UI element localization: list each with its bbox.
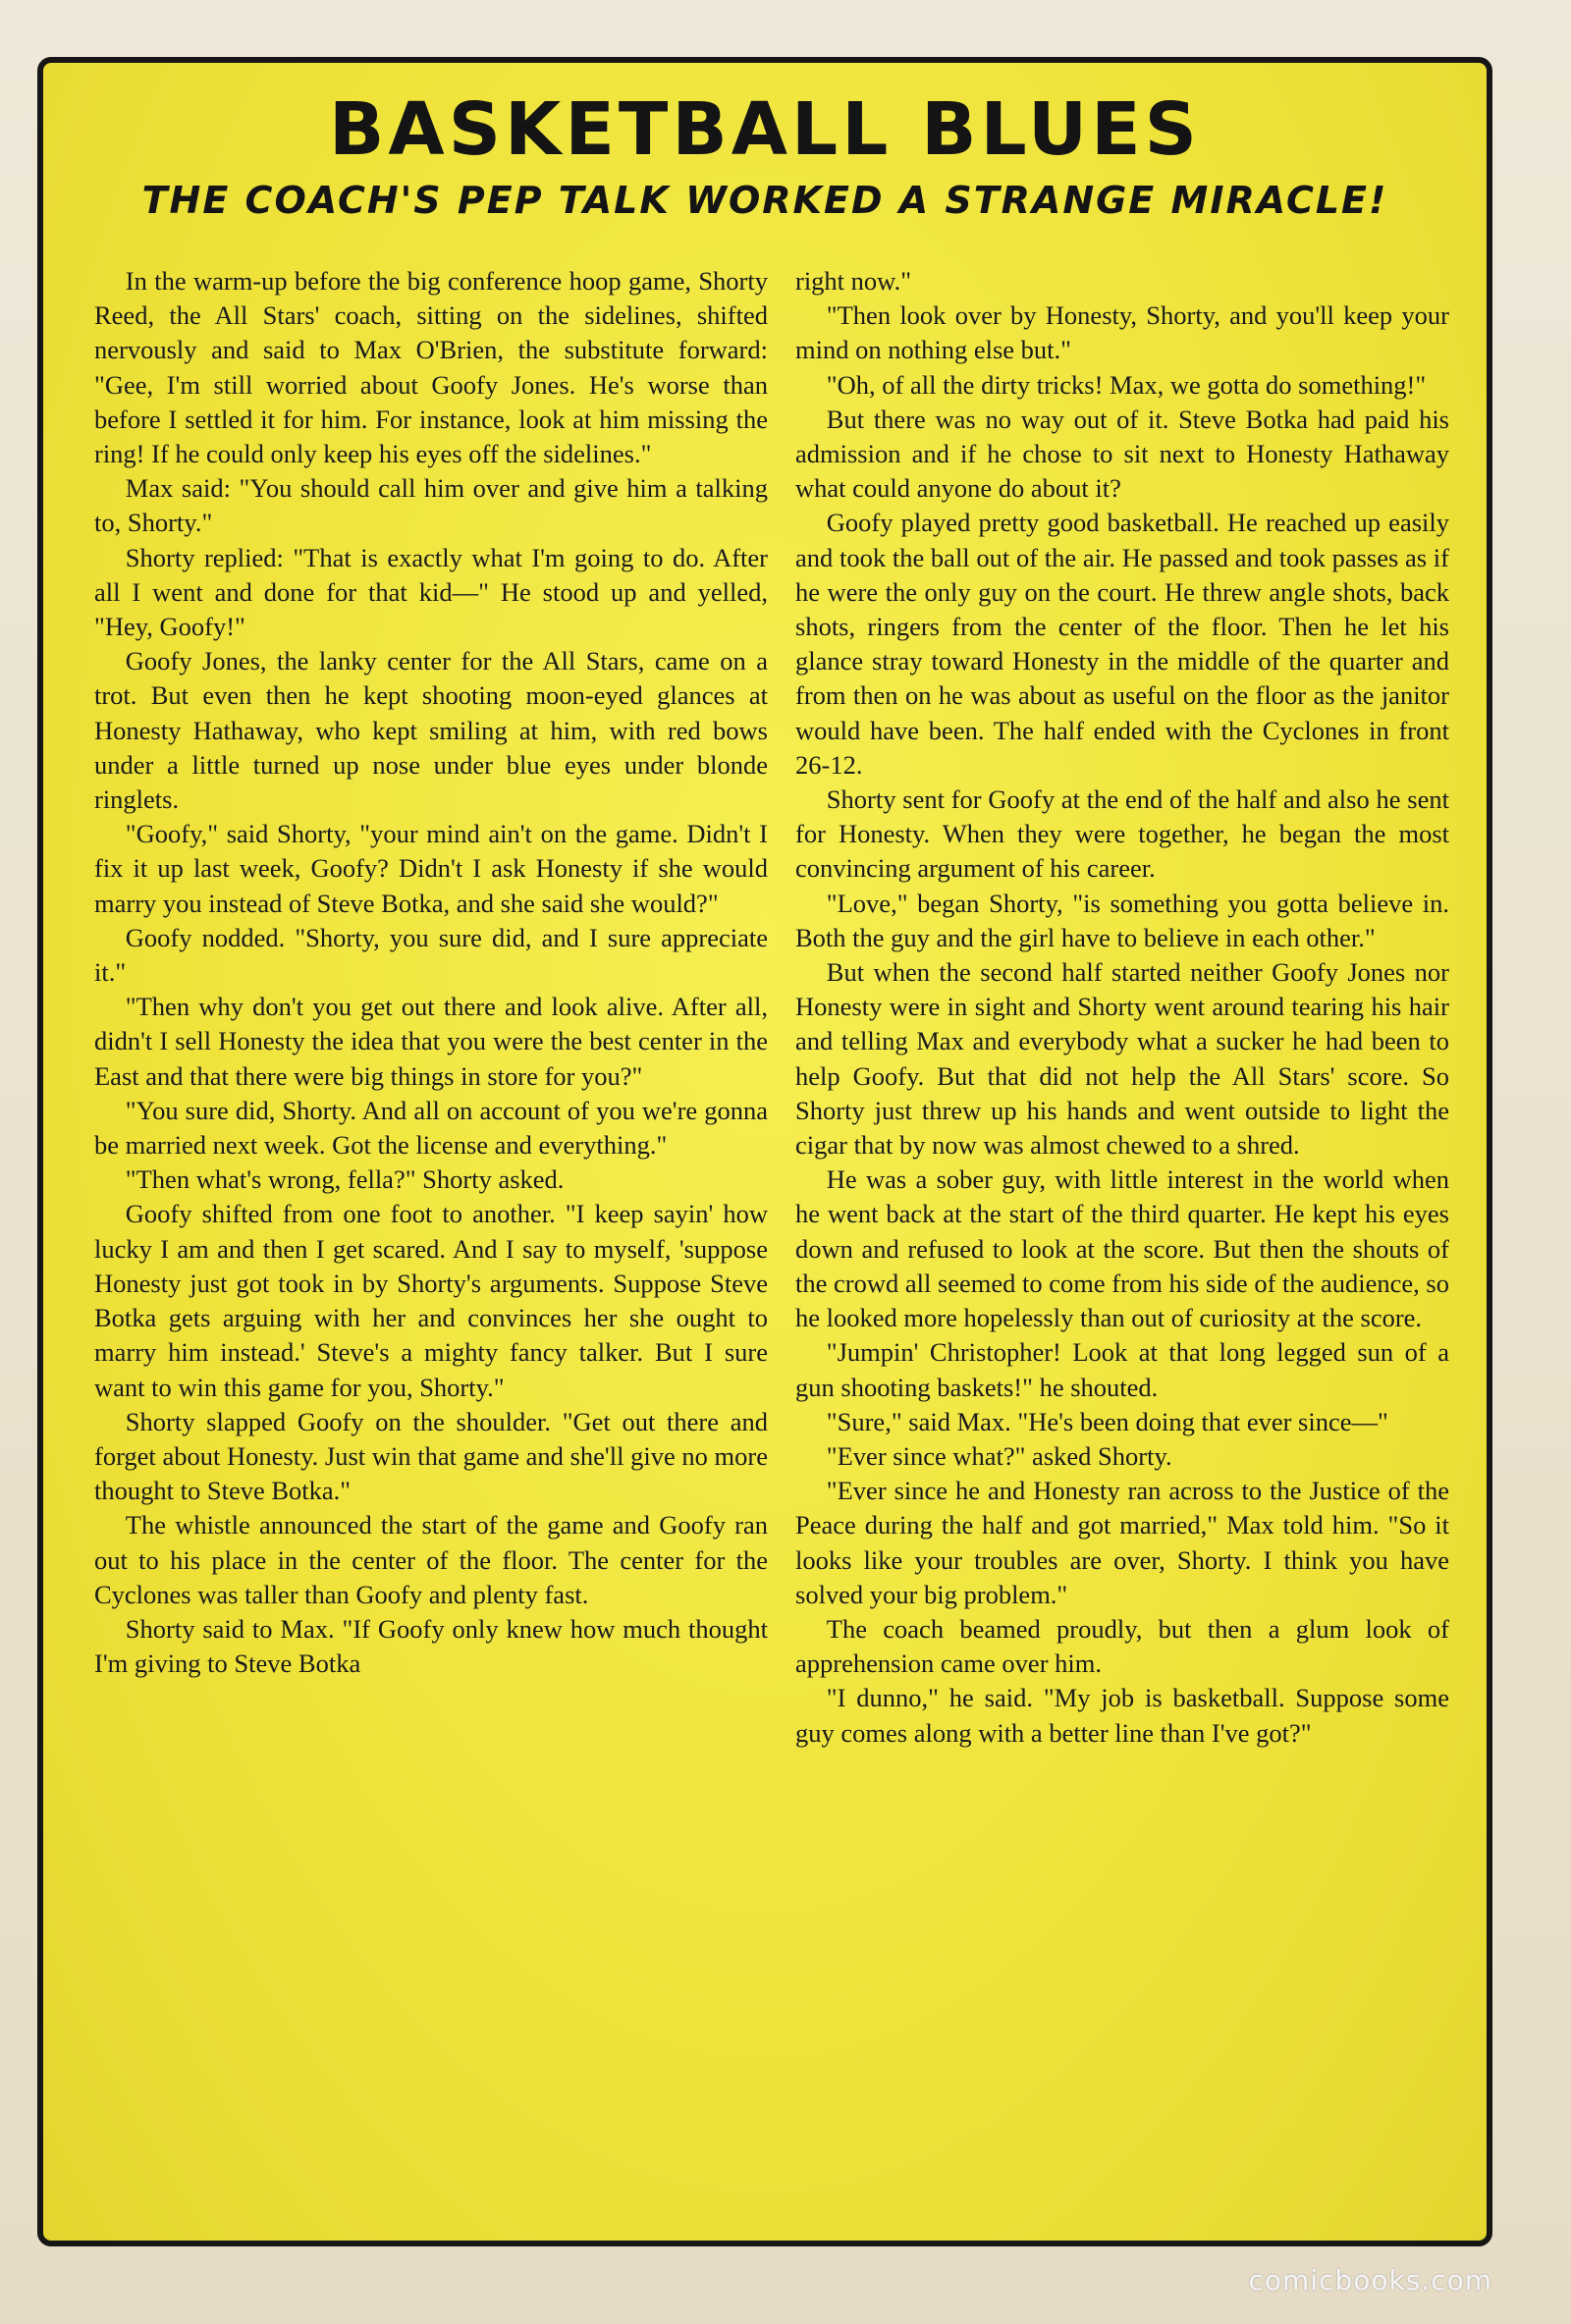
- paragraph: Goofy nodded. "Shorty, you sure did, and I sure appreciate it.": [94, 922, 768, 988]
- paragraph: But there was no way out of it. Steve Botka had paid his admission and if he chose to sit next to Honesty Hathaway what could anyone do about it?: [795, 404, 1449, 504]
- paragraph: "I dunno," he said. "My job is basketball. Suppose some guy comes along with a better line than I've got?": [795, 1683, 1449, 1748]
- story-subtitle: THE COACH'S PEP TALK WORKED A STRANGE MIRACLE!: [141, 179, 1388, 222]
- paragraph: "Sure," said Max. "He's been doing that ever since—": [826, 1406, 1388, 1436]
- story-panel: [37, 57, 1492, 2246]
- paragraph: Shorty sent for Goofy at the end of the half and also he sent for Honesty. When they were together, he began the most convincing argument of his career.: [795, 784, 1449, 884]
- paragraph-continued: right now.": [795, 266, 912, 296]
- paragraph: "Love," began Shorty, "is something you gotta believe in. Both the guy and the girl have to believe in each other.": [795, 888, 1449, 952]
- paragraph: "Then what's wrong, fella?" Shorty asked.: [125, 1164, 565, 1195]
- paragraph: Shorty said to Max. "If Goofy only knew how much thought I'm giving to Steve Botka: [94, 1613, 768, 1679]
- paragraph: He was a sober guy, with little interest in the world when he went back at the start of the third quarter. He kept his eyes down and refused to look at the score. But then the shouts of the crowd all seemed to come from his side of the audience, so he looked more hopelessly than out of curiosity at the score.: [795, 1164, 1449, 1333]
- site-watermark: comicbooks.com: [1248, 2264, 1492, 2297]
- paragraph: But when the second half started neither Goofy Jones nor Honesty were in sight and Shorty went around tearing his hair and telling Max and everybody what a sucker he had been to help Goofy. But that did not help the All Stars' score. So Shorty just threw up his hands and went outside to light the cigar that by now was almost chewed to a shred.: [795, 957, 1449, 1161]
- paragraph: The whistle announced the start of the game and Goofy ran out to his place in the center of the floor. The center for the Cyclones was taller than Goofy and plenty fast.: [94, 1510, 768, 1609]
- paragraph: Goofy shifted from one foot to another. "I keep sayin' how lucky I am and then I get scared. And I say to myself, 'suppose Honesty just got took in by Shorty's arguments. Suppose Steve Botka gets arguing with her and convinces her she ought to marry him instead.' Steve's a mighty fancy talker. But I sure want to win this game for you, Shorty.": [94, 1199, 768, 1402]
- paragraph: Shorty slapped Goofy on the shoulder. "Get out there and forget about Honesty. Just win that game and she'll give no more thought to Steve Botka.": [94, 1406, 768, 1506]
- paragraph: "Then why don't you get out there and look alive. After all, didn't I sell Honesty the idea that you were the best center in the East and that there were big things in store for you?": [94, 992, 768, 1091]
- paragraph: "Oh, of all the dirty tricks! Max, we gotta do something!": [826, 369, 1427, 400]
- paragraph: "Jumpin' Christopher! Look at that long legged sun of a gun shooting baskets!" he shouted.: [795, 1337, 1449, 1402]
- story-title: BASKETBALL BLUES: [329, 87, 1201, 172]
- paragraph: The coach beamed proudly, but then a glum look of apprehension came over him.: [795, 1613, 1449, 1679]
- paragraph: "Ever since what?" asked Shorty.: [826, 1440, 1172, 1471]
- paragraph: Goofy Jones, the lanky center for the All Stars, came on a trot. But even then he kept shooting moon-eyed glances at Honesty Hathaway, who kept smiling at him, with red bows under a little turned up nose under blue eyes under blonde ringlets.: [94, 646, 768, 815]
- paragraph: Max said: "You should call him over and give him a talking to, Shorty.": [94, 473, 768, 538]
- left-text-column: [94, 264, 768, 1681]
- paragraph: In the warm-up before the big conference hoop game, Shorty Reed, the All Stars' coach, sitting on the sidelines, shifted nervously and said to Max O'Brien, the substitute forward: "Gee, I'm still worried about Goofy Jones. He's worse than before I settled it for him. For instance, look at him missing the ring! If he could only keep his eyes off the sidelines.": [94, 266, 768, 469]
- paragraph: "Ever since he and Honesty ran across to the Justice of the Peace during the half and got married," Max told him. "So it looks like your troubles are over, Shorty. I think you have solved your big problem.": [795, 1476, 1449, 1609]
- paragraph: "Then look over by Honesty, Shorty, and you'll keep your mind on nothing else but.": [795, 300, 1449, 365]
- paragraph: "Goofy," said Shorty, "your mind ain't on the game. Didn't I fix it up last week, Goofy? Didn't I ask Honesty if she would marry you instead of Steve Botka, and she said she would?": [94, 819, 768, 918]
- right-text-column: [795, 264, 1449, 1751]
- paragraph: Shorty replied: "That is exactly what I'm going to do. After all I went and done for that kid—" He stood up and yelled, "Hey, Goofy!": [94, 542, 768, 642]
- paragraph: Goofy played pretty good basketball. He reached up easily and took the ball out of the air. He passed and took passes as if he were the only guy on the court. He threw angle shots, back shots, ringers from the center of the floor. Then he let his glance stray toward Honesty in the middle of the quarter and from then on he was about as useful on the floor as the janitor would have been. The half ended with the Cyclones in front 26-12.: [795, 508, 1449, 780]
- paragraph: "You sure did, Shorty. And all on account of you we're gonna be married next week. Got the license and everything.": [94, 1095, 768, 1161]
